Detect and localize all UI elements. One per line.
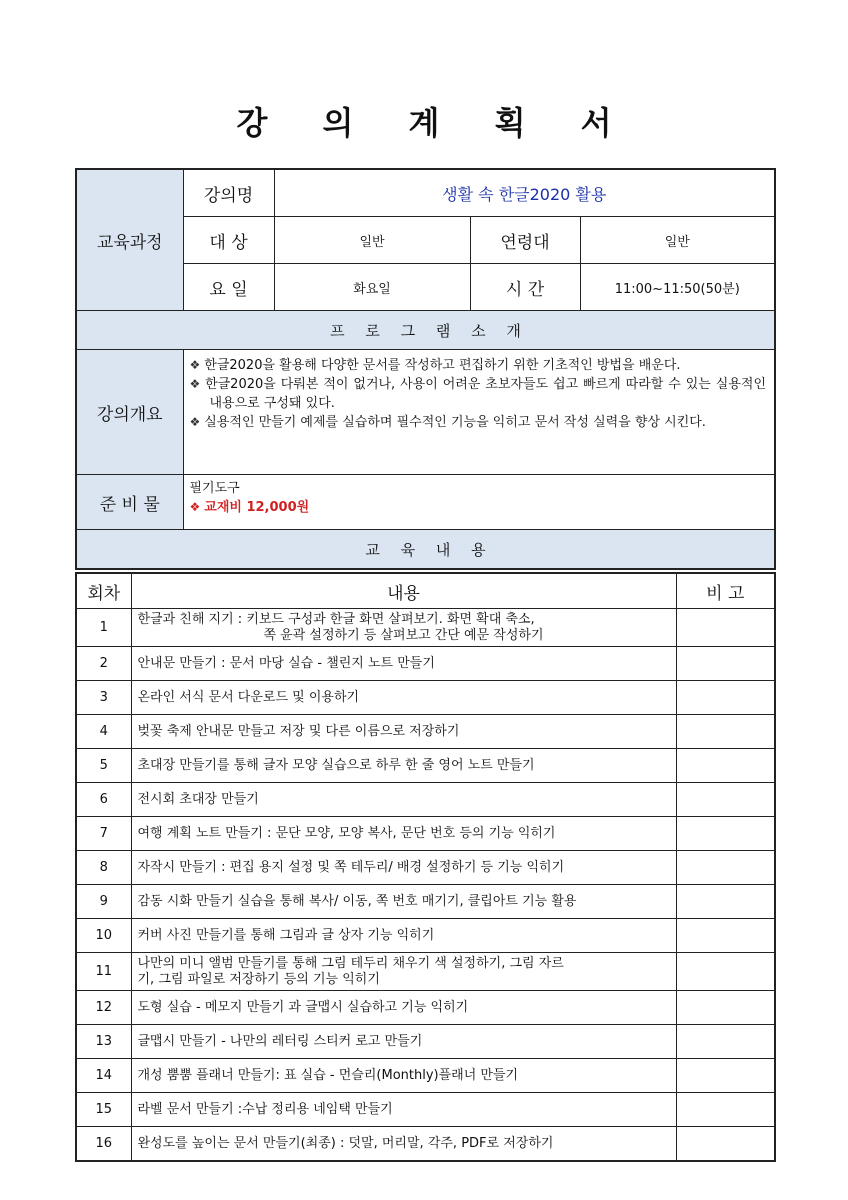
session-note [676,647,775,681]
table-row [76,681,775,715]
lecture-name-label: 강의명 [183,169,274,217]
table-row [76,817,775,851]
program-intro-header: 프 로 그 램 소 개 [76,311,775,350]
session-number: 8 [76,851,131,885]
table-row [76,1127,775,1162]
table-row [76,715,775,749]
prep-fee: ❖ 교재비 12,000원 [189,500,310,515]
overview-label: 강의개요 [76,350,183,475]
schedule-table [75,572,776,1162]
table-row [76,953,775,991]
table-row [76,783,775,817]
table-row [76,851,775,885]
table-row [76,1093,775,1127]
overview-item: ❖ 한글2020을 활용해 다양한 문서를 작성하고 편집하기 위한 기초적인 방법을 배운다. [189,358,681,373]
target-label: 대 상 [183,217,274,264]
session-number: 4 [76,715,131,749]
session-number: 13 [76,1025,131,1059]
session-content: 한글과 친해 지기 : 키보드 구성과 한글 화면 살펴보기. 화면 확대 축소, 쪽 윤곽 설정하기 등 살펴보고 간단 예문 작성하기 [131,609,676,647]
time-value: 11:00~11:50(50분) [580,264,775,311]
session-content: 전시회 초대장 만들기 [131,783,676,817]
session-note [676,851,775,885]
age-label: 연령대 [470,217,580,264]
session-number: 3 [76,681,131,715]
session-number: 7 [76,817,131,851]
bullet-icon: ❖ [189,358,201,372]
table-row [76,749,775,783]
table-row [76,1059,775,1093]
table-row [76,609,775,647]
col-content-header: 내용 [131,573,676,609]
session-note [676,953,775,991]
session-note [676,715,775,749]
session-note [676,885,775,919]
session-content: 초대장 만들기를 통해 글자 모양 실습으로 하루 한 줄 영어 노트 만들기 [131,749,676,783]
session-note [676,749,775,783]
col-note-header: 비 고 [676,573,775,609]
session-content: 벚꽃 축제 안내문 만들고 저장 및 다른 이름으로 저장하기 [131,715,676,749]
prep-label: 준 비 물 [76,475,183,530]
prep-content [183,475,775,530]
session-number: 16 [76,1127,131,1162]
session-content: 커버 사진 만들기를 통해 그림과 글 상자 기능 익히기 [131,919,676,953]
table-row [76,919,775,953]
session-note [676,1059,775,1093]
bullet-icon: ❖ [189,377,202,391]
session-number: 9 [76,885,131,919]
session-note [676,817,775,851]
table-row [76,647,775,681]
lecture-name: 생활 속 한글2020 활용 [274,169,775,217]
session-number: 12 [76,991,131,1025]
prep-item: 필기도구 [189,481,240,496]
table-row [76,1025,775,1059]
edu-content-header: 교 육 내 용 [76,530,775,570]
age-value: 일반 [580,217,775,264]
session-content: 개성 뿜뿜 플래너 만들기: 표 실습 - 먼슬리(Monthly)플래너 만들기 [131,1059,676,1093]
session-content: 감동 시화 만들기 실습을 통해 복사/ 이동, 쪽 번호 매기기, 클립아트 기능 활용 [131,885,676,919]
session-note [676,991,775,1025]
session-note [676,681,775,715]
session-note [676,1093,775,1127]
session-number: 10 [76,919,131,953]
session-number: 6 [76,783,131,817]
course-info-table [75,168,776,570]
session-note [676,609,775,647]
session-note [676,1025,775,1059]
session-note [676,919,775,953]
session-number: 15 [76,1093,131,1127]
page-title: 강 의 계 획 서 [236,104,634,142]
session-content: 여행 계획 노트 만들기 : 문단 모양, 모양 복사, 문단 번호 등의 기능 익히기 [131,817,676,851]
session-note [676,783,775,817]
session-content: 완성도를 높이는 문서 만들기(최종) : 덧말, 머리말, 각주, PDF로 저장하기 [131,1127,676,1162]
overview-item: ❖ 한글2020을 다뤄본 적이 없거나, 사용이 어려운 초보자들도 쉽고 빠르게 따라할 수 있는 실용적인 내용으로 구성돼 있다. [189,377,767,411]
day-label: 요 일 [183,264,274,311]
col-session-header: 회차 [76,573,131,609]
target-value: 일반 [274,217,470,264]
session-content: 나만의 미니 앨범 만들기를 통해 그림 테두리 채우기 색 설정하기, 그림 자르 기, 그림 파일로 저장하기 등의 기능 익히기 [131,953,676,991]
session-number: 14 [76,1059,131,1093]
session-content: 자작시 만들기 : 편집 용지 설정 및 쪽 테두리/ 배경 설정하기 등 기능 익히기 [131,851,676,885]
session-number: 1 [76,609,131,647]
session-content: 도형 실습 - 메모지 만들기 과 글맵시 실습하고 기능 익히기 [131,991,676,1025]
session-number: 11 [76,953,131,991]
time-label: 시 간 [470,264,580,311]
session-content: 안내문 만들기 : 문서 마당 실습 - 챌린지 노트 만들기 [131,647,676,681]
session-content: 온라인 서식 문서 다운로드 및 이용하기 [131,681,676,715]
session-note [676,1127,775,1162]
table-row [76,885,775,919]
overview-content [183,350,775,475]
session-number: 5 [76,749,131,783]
session-number: 2 [76,647,131,681]
session-content: 글맵시 만들기 - 나만의 레터링 스티커 로고 만들기 [131,1025,676,1059]
bullet-icon: ❖ [189,500,201,514]
session-content: 라벨 문서 만들기 :수납 정리용 네임택 만들기 [131,1093,676,1127]
table-row [76,991,775,1025]
day-value: 화요일 [274,264,470,311]
overview-item: ❖ 실용적인 만들기 예제를 실습하며 필수적인 기능을 익히고 문서 작성 실력을 향상 시킨다. [189,415,706,430]
bullet-icon: ❖ [189,415,201,429]
course-label: 교육과정 [76,169,183,311]
